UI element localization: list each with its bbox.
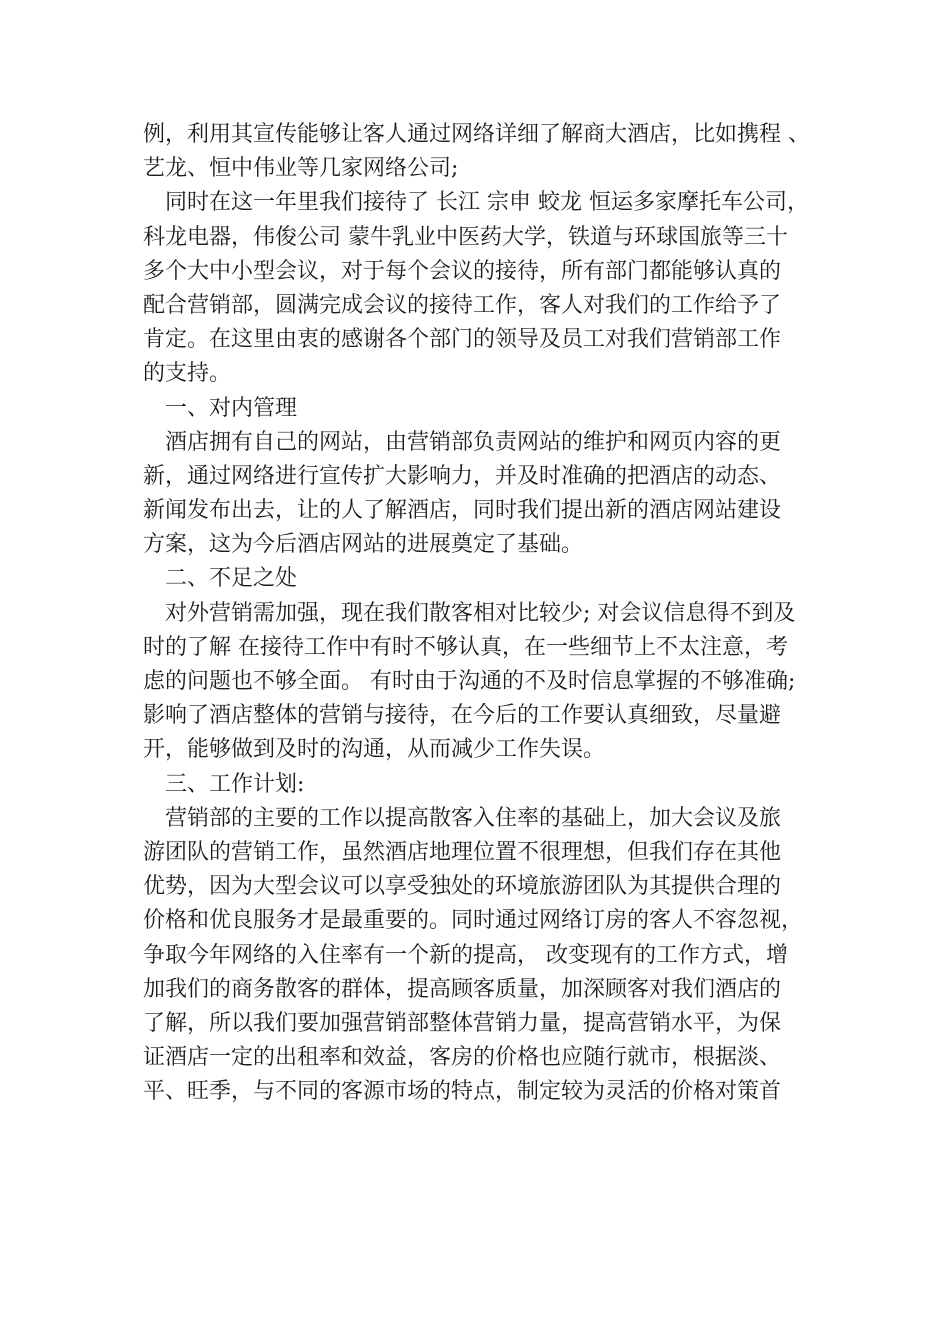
text-line: 对外营销需加强，现在我们散客相对比较少; 对会议信息得不到及 [143, 600, 796, 626]
text-line: 开，能够做到及时的沟通，从而减少工作失误。 [143, 737, 606, 763]
text-line: 了解，所以我们要加强营销部整体营销力量，提高营销水平，为保 [143, 1010, 782, 1036]
text-line: 例，利用其宣传能够让客人通过网络详细了解商大酒店，比如携程 、 [143, 122, 810, 147]
text-line: 配合营销部，圆满完成会议的接待工作，客人对我们的工作给予了 [143, 292, 782, 318]
text-line: 影响了酒店整体的营销与接待，在今后的工作要认真细致，尽量避 [143, 703, 782, 729]
section-heading: 二、不足之处 [165, 566, 298, 592]
text-line: 平、旺季，与不同的客源市场的特点，制定较为灵活的价格对策首 [143, 1079, 782, 1105]
text-line: 的支持。 [143, 361, 232, 387]
text-line: 酒店拥有自己的网站，由营销部负责网站的维护和网页内容的更 [143, 429, 782, 455]
text-line: 营销部的主要的工作以提高散客入住率的基础上，加大会议及旅 [143, 805, 782, 831]
text-line: 科龙电器，伟俊公司 蒙牛乳业中医药大学，铁道与环球国旅等三十 [143, 224, 788, 250]
text-line: 同时在这一年里我们接待了 长江 宗申 蛟龙 恒运多家摩托车公司， [143, 190, 809, 216]
text-line: 新，通过网络进行宣传扩大影响力，并及时准确的把酒店的动态、 [143, 463, 782, 489]
text-line: 游团队的营销工作，虽然酒店地理位置不很理想，但我们存在其他 [143, 839, 782, 865]
text-line: 方案，这为今后酒店网站的进展奠定了基础。 [143, 532, 584, 558]
text-line: 艺龙、恒中伟业等几家网络公司; [143, 156, 459, 182]
text-line: 价格和优良服务才是最重要的。同时通过网络订房的客人不容忽视， [143, 908, 804, 934]
text-line: 新闻发布出去，让的人了解酒店，同时我们提出新的酒店网站建设 [143, 498, 782, 524]
section-heading: 一、对内管理 [165, 395, 298, 421]
text-line: 多个大中小型会议，对于每个会议的接待，所有部门都能够认真的 [143, 258, 782, 284]
text-line: 肯定。在这里由衷的感谢各个部门的领导及员工对我们营销部工作 [143, 327, 782, 353]
text-line: 时的了解 在接待工作中有时不够认真，在一些细节上不太注意，考 [143, 634, 788, 660]
text-line: 优势，因为大型会议可以享受独处的环境旅游团队为其提供合理的 [143, 874, 782, 900]
text-line: 证酒店一定的出租率和效益，客房的价格也应随行就市，根据淡、 [143, 1045, 782, 1071]
text-line: 虑的问题也不够全面。 有时由于沟通的不及时信息掌握的不够准确; [143, 669, 796, 694]
section-heading: 三、工作计划: [165, 771, 305, 797]
text-line: 争取今年网络的入住率有一个新的提高， 改变现有的工作方式，增 [143, 942, 788, 968]
text-line: 加我们的商务散客的群体，提高顾客质量，加深顾客对我们酒店的 [143, 976, 782, 1002]
